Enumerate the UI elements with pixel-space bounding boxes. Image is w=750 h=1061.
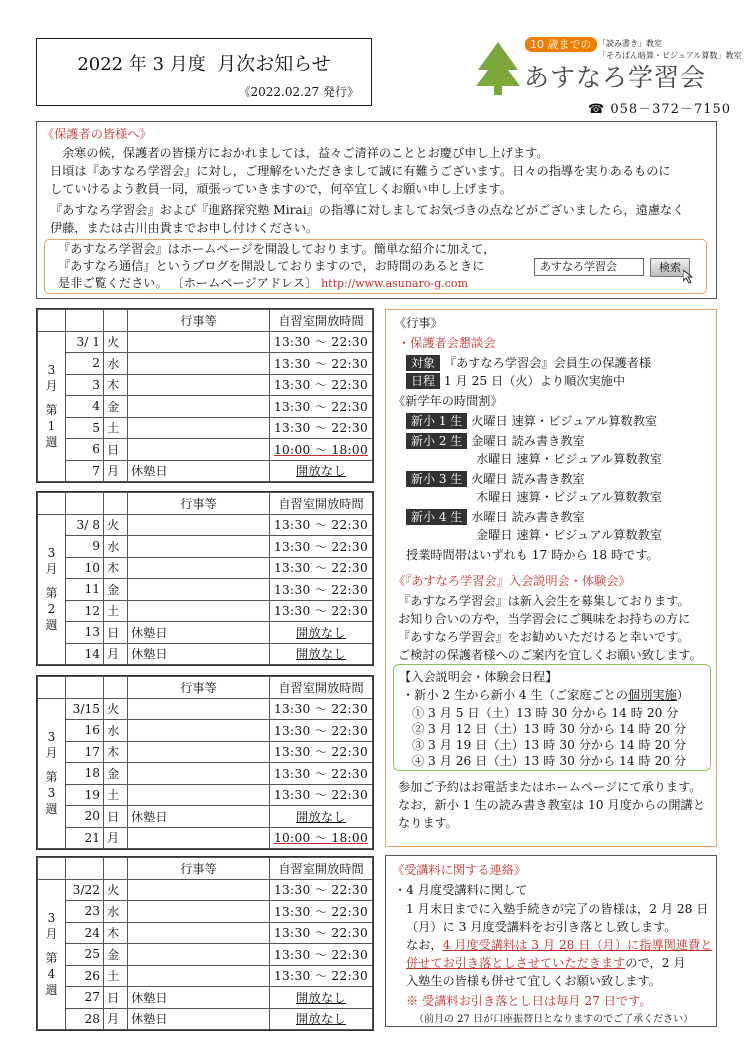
weekday-cell: 日 — [104, 622, 128, 644]
grade1-line — [406, 412, 657, 429]
parents-paragraph-line: 伊藤，または古川由貴までお申し付けください。 — [50, 221, 319, 235]
week-label-char: 月 — [45, 379, 58, 394]
trial-title: 【入会説明会・体験会日程】 — [399, 670, 558, 684]
hours-value: 13:30 ～ 22:30 — [273, 421, 369, 436]
hours-cell — [270, 396, 373, 418]
hours-cell — [270, 374, 373, 396]
hours-value: 10:00 ～ 18:00 — [273, 442, 369, 457]
header-blank — [66, 310, 104, 332]
fee-line — [406, 954, 686, 971]
briefing-line: 『あすなろ学習会』をお勧めいただけると幸いです。 — [398, 630, 690, 644]
hours-value: 13:30 ～ 22:30 — [273, 702, 369, 717]
hours-value: 13:30 ～ 22:30 — [273, 969, 369, 984]
hours-value: 開放なし — [296, 625, 346, 640]
week-label-char: 3 — [47, 730, 56, 745]
weekday-cell: 水 — [104, 353, 128, 375]
parents-paragraph-line: 『あすなろ学習会』および『進路探究塾 Mirai』の指導に対しましてお気づきの点などがございましたら，遠慮なく — [50, 203, 685, 217]
briefing-line: お知り合いの方や，当学習会にご興味をお持ちの方に — [398, 612, 691, 626]
week-label — [38, 514, 66, 665]
week-label-char: 1 — [47, 419, 56, 434]
date-cell: 23 — [66, 901, 104, 923]
hours-cell — [270, 806, 373, 828]
event-cell — [128, 720, 270, 742]
hours-value: 10:00 ～ 18:00 — [273, 831, 369, 846]
header-blank — [104, 493, 128, 515]
event-cell — [128, 698, 270, 720]
week-table-2 — [36, 491, 374, 666]
grade3-line — [406, 470, 585, 487]
table-row — [38, 536, 373, 558]
date-cell: 11 — [66, 579, 104, 601]
weekday-cell: 月 — [104, 827, 128, 849]
homepage-text-line: 『あすなろ通信』というブログを開設しておりますので，お時間のあるときに — [58, 259, 485, 273]
hours-cell — [270, 965, 373, 987]
cursor-icon — [683, 270, 695, 284]
week-label-char: 週 — [45, 802, 58, 817]
event-cell: 休塾日 — [128, 1008, 270, 1030]
header-blank — [66, 677, 104, 699]
weekday-cell: 木 — [104, 557, 128, 579]
event-cell: 休塾日 — [128, 806, 270, 828]
hours-cell — [270, 987, 373, 1009]
date-cell: 18 — [66, 763, 104, 785]
hours-cell — [270, 879, 373, 901]
hours-cell — [270, 922, 373, 944]
parents-greeting: 余寒の候，保護者の皆様方におかれましては，益々ご清祥のこととお慶び申し上げます。 — [62, 146, 549, 160]
table-row — [38, 944, 373, 966]
weekday-cell: 金 — [104, 396, 128, 418]
event-cell — [128, 741, 270, 763]
table-row — [38, 922, 373, 944]
header-events: 行事等 — [128, 310, 270, 332]
week-table-3 — [36, 675, 374, 850]
hours-cell — [270, 784, 373, 806]
week-label-char: 第 — [45, 586, 58, 601]
hours-value: 13:30 ～ 22:30 — [273, 561, 369, 576]
grade4-class-2: 金曜日 速算・ビジュアル算数教室 — [476, 528, 662, 542]
week-label — [38, 879, 66, 1030]
hours-value: 13:30 ～ 22:30 — [273, 539, 369, 554]
weekday-cell: 木 — [104, 922, 128, 944]
table-row — [38, 353, 373, 375]
trial-target-emphasis: 個別実施 — [628, 688, 677, 702]
header-blank — [104, 858, 128, 880]
grade4-line — [406, 508, 585, 525]
week-label-char: 第 — [45, 403, 58, 418]
tree-logo-icon — [474, 40, 522, 96]
event-cell — [128, 901, 270, 923]
event-cell — [128, 514, 270, 536]
hours-cell — [270, 643, 373, 665]
grade2-class: 金曜日 読み書き教室 — [471, 434, 585, 448]
week-label — [38, 331, 66, 482]
logo-subtitle-abacus: 「そろばん暗算・ビジュアル算数」教室 — [598, 51, 742, 60]
grade4-tag: 新小 4 生 — [406, 509, 467, 525]
hours-cell — [270, 720, 373, 742]
weekday-cell: 木 — [104, 741, 128, 763]
parent-meeting-title: ・保護者会懇談会 — [398, 336, 496, 350]
date-cell: 5 — [66, 417, 104, 439]
event-cell — [128, 353, 270, 375]
event-cell — [128, 374, 270, 396]
event-cell — [128, 396, 270, 418]
date-cell: 6 — [66, 439, 104, 461]
table-row — [38, 965, 373, 987]
trial-date-4: ④ 3 月 26 日（土）13 時 30 分から 14 時 20 分 — [412, 754, 687, 768]
weekday-cell: 日 — [104, 987, 128, 1009]
date-cell: 17 — [66, 741, 104, 763]
fee-item: ・4 月度受講料に関して — [394, 883, 528, 897]
weekday-cell: 水 — [104, 901, 128, 923]
weekday-cell: 月 — [104, 643, 128, 665]
week-label-char: 週 — [45, 618, 58, 633]
reservation-line: なお，新小 1 生の読み書き教室は 10 月度からの開講と — [398, 798, 705, 812]
weekday-cell: 水 — [104, 720, 128, 742]
date-cell: 3/ 1 — [66, 331, 104, 353]
header-blank — [38, 310, 66, 332]
weekday-cell: 水 — [104, 536, 128, 558]
header-blank — [104, 310, 128, 332]
header-events: 行事等 — [128, 493, 270, 515]
table-row — [38, 784, 373, 806]
event-cell — [128, 600, 270, 622]
event-cell: 休塾日 — [128, 987, 270, 1009]
parents-paragraph-line: していけるよう教員一同，頑張っていきますので，何卒宜しくお願い申し上げます。 — [50, 182, 512, 196]
header-blank — [66, 493, 104, 515]
hours-value: 開放なし — [296, 464, 346, 479]
weekday-cell: 木 — [104, 374, 128, 396]
table-row — [38, 622, 373, 644]
weekday-cell: 土 — [104, 965, 128, 987]
event-cell — [128, 557, 270, 579]
date-cell: 3/22 — [66, 879, 104, 901]
week-label-char: 週 — [45, 435, 58, 450]
hours-cell — [270, 331, 373, 353]
event-cell — [128, 439, 270, 461]
event-cell — [128, 417, 270, 439]
header-events: 行事等 — [128, 677, 270, 699]
fee-line: 入塾生の皆様も併せて宜しくお願い致します。 — [406, 974, 661, 988]
issue-date: 《2022.02.27 発行》 — [238, 85, 359, 99]
grade1-tag: 新小 1 生 — [406, 413, 467, 429]
trial-target — [402, 686, 689, 703]
week-label-char: 月 — [45, 927, 58, 942]
fee-line: （月）に 3 月度受講料をお引き落とし致します。 — [406, 920, 677, 934]
hours-value: 13:30 ～ 22:30 — [273, 335, 369, 350]
reservation-line: なります。 — [398, 816, 458, 830]
date-cell: 20 — [66, 806, 104, 828]
title-month: 2022 年 3 月度 — [77, 54, 206, 75]
table-row — [38, 901, 373, 923]
weekday-cell: 火 — [104, 698, 128, 720]
event-cell — [128, 763, 270, 785]
table-row — [38, 514, 373, 536]
date-cell: 26 — [66, 965, 104, 987]
hours-cell — [270, 901, 373, 923]
event-cell — [128, 331, 270, 353]
hours-cell — [270, 460, 373, 482]
grade4-class: 水曜日 読み書き教室 — [471, 510, 585, 524]
table-row — [38, 643, 373, 665]
table-row — [38, 720, 373, 742]
fee-line-emphasis: 4 月度受講料は 3 月 28 日（月）に指導関連費と — [442, 938, 713, 952]
hours-value: 13:30 ～ 22:30 — [273, 883, 369, 898]
hours-value: 13:30 ～ 22:30 — [273, 723, 369, 738]
weekday-cell: 火 — [104, 331, 128, 353]
date-cell: 3 — [66, 374, 104, 396]
trial-target-text: ・新小 2 生から新小 4 生（ご家庭ごとの — [402, 688, 629, 702]
target-text: 『あすなろ学習会』会員生の保護者様 — [443, 356, 652, 370]
hours-value: 開放なし — [296, 809, 346, 824]
weekday-cell: 金 — [104, 944, 128, 966]
header-blank — [104, 677, 128, 699]
fee-heading: 《受講料に関する連絡》 — [392, 863, 527, 877]
hours-value: 13:30 ～ 22:30 — [273, 604, 369, 619]
hours-value: 13:30 ～ 22:30 — [273, 904, 369, 919]
date-cell: 3/15 — [66, 698, 104, 720]
logo-name: あすなろ学習会 — [524, 63, 707, 92]
date-line — [406, 372, 625, 389]
hours-value: 13:30 ～ 22:30 — [273, 766, 369, 781]
fee-line-prefix: なお， — [406, 938, 443, 952]
page-title — [37, 49, 371, 76]
parents-paragraph-line: 日頃は『あすなろ学習会』に対し，ご理解をいただきまして誠に有難うございます。日々の指導を実りあるものに — [50, 164, 671, 178]
fee-debit-note: ※ 受講料お引き落とし日は毎月 27 日です。 — [406, 994, 652, 1008]
logo-subtitle-reading: 「読み書き」教室 — [598, 39, 662, 48]
briefing-heading: 《『あすなろ学習会』入会説明会・体験会》 — [393, 574, 631, 588]
date-cell: 3/ 8 — [66, 514, 104, 536]
hours-cell — [270, 353, 373, 375]
week-table-4 — [36, 856, 374, 1031]
fee-line: 1 月末日までに入塾手続きが完了の皆様は，2 月 28 日 — [406, 902, 709, 916]
week-label-char: 月 — [45, 562, 58, 577]
event-cell — [128, 536, 270, 558]
hours-note: 授業時間帯はいずれも 17 時から 18 時です。 — [406, 548, 659, 562]
event-cell — [128, 784, 270, 806]
hours-value: 13:30 ～ 22:30 — [273, 788, 369, 803]
hours-value: 13:30 ～ 22:30 — [273, 399, 369, 414]
table-row — [38, 698, 373, 720]
table-row — [38, 374, 373, 396]
title-box — [36, 38, 372, 106]
week-label-char: 月 — [45, 746, 58, 761]
briefing-line: 『あすなろ学習会』は新入会生を募集しております。 — [398, 594, 690, 608]
date-cell: 9 — [66, 536, 104, 558]
event-cell: 休塾日 — [128, 622, 270, 644]
date-cell: 7 — [66, 460, 104, 482]
homepage-text-line — [58, 275, 468, 292]
hours-value: 13:30 ～ 22:30 — [273, 947, 369, 962]
hours-cell — [270, 763, 373, 785]
target-line — [406, 354, 651, 371]
week-label-char: 週 — [45, 983, 58, 998]
trial-date-3: ③ 3 月 19 日（土）13 時 30 分から 14 時 20 分 — [412, 738, 687, 752]
weekday-cell: 火 — [104, 879, 128, 901]
logo-badge: 10 歳までの — [525, 37, 597, 52]
schedule-heading: 《新学年の時間割》 — [393, 394, 503, 408]
event-cell: 休塾日 — [128, 643, 270, 665]
trial-date-1: ① 3 月 5 日（土）13 時 30 分から 14 時 20 分 — [412, 706, 679, 720]
trial-target-close: ） — [676, 688, 689, 702]
header-blank — [38, 493, 66, 515]
table-row — [38, 331, 373, 353]
date-cell: 25 — [66, 944, 104, 966]
homepage-address-label: 是非ご覧ください。 〔ホームページアドレス〕 — [58, 276, 318, 290]
fee-debit-subnote: （前月の 27 日が口座振替日となりますのでご了承ください） — [414, 1014, 694, 1025]
date-text: 1 月 25 日（火）より順次実施中 — [443, 374, 626, 388]
table-row — [38, 741, 373, 763]
weekday-cell: 土 — [104, 784, 128, 806]
date-cell: 4 — [66, 396, 104, 418]
weekday-cell: 土 — [104, 417, 128, 439]
homepage-text-line: 『あすなろ学習会』はホームページを開設しております。簡単な紹介に加えて， — [58, 242, 496, 256]
table-row — [38, 460, 373, 482]
grade1-class: 火曜日 速算・ビジュアル算数教室 — [471, 414, 658, 428]
date-cell: 27 — [66, 987, 104, 1009]
table-row — [38, 806, 373, 828]
table-row — [38, 396, 373, 418]
hours-cell — [270, 622, 373, 644]
grade3-tag: 新小 3 生 — [406, 471, 467, 487]
weekday-cell: 火 — [104, 514, 128, 536]
table-row — [38, 557, 373, 579]
hours-cell — [270, 557, 373, 579]
briefing-line: ご検討の保護者様へのご案内を宜しくお願い致します。 — [398, 648, 702, 662]
hours-cell — [270, 514, 373, 536]
hours-cell — [270, 827, 373, 849]
week-label-char: 第 — [45, 951, 58, 966]
weekday-cell: 金 — [104, 579, 128, 601]
hours-cell — [270, 698, 373, 720]
events-heading: 《行事》 — [394, 316, 443, 330]
grade3-class: 火曜日 読み書き教室 — [471, 472, 585, 486]
header-hours: 自習室開放時間 — [270, 858, 373, 880]
weekday-cell: 金 — [104, 763, 128, 785]
header-events: 行事等 — [128, 858, 270, 880]
event-cell — [128, 922, 270, 944]
week-label-char: 2 — [47, 602, 56, 617]
table-row — [38, 600, 373, 622]
table-row — [38, 879, 373, 901]
event-cell — [128, 944, 270, 966]
header-hours: 自習室開放時間 — [270, 310, 373, 332]
week-label — [38, 698, 66, 849]
homepage-url-link[interactable]: http://www.asunaro-g.com — [321, 277, 468, 290]
hours-cell — [270, 536, 373, 558]
date-cell: 24 — [66, 922, 104, 944]
table-row — [38, 439, 373, 461]
date-cell: 28 — [66, 1008, 104, 1030]
table-row — [38, 827, 373, 849]
week-table-1 — [36, 308, 374, 483]
search-input[interactable]: あすなろ学習会 — [534, 258, 644, 276]
table-row — [38, 987, 373, 1009]
weekday-cell: 日 — [104, 439, 128, 461]
search-button[interactable]: 検索 — [650, 258, 690, 277]
date-cell: 13 — [66, 622, 104, 644]
fee-line-suffix: ので，2 月 — [625, 956, 686, 970]
hours-value: 13:30 ～ 22:30 — [273, 356, 369, 371]
hours-value: 13:30 ～ 22:30 — [273, 518, 369, 533]
header-blank — [38, 677, 66, 699]
date-cell: 10 — [66, 557, 104, 579]
hours-value: 13:30 ～ 22:30 — [273, 926, 369, 941]
weekday-cell: 土 — [104, 600, 128, 622]
table-row — [38, 1008, 373, 1030]
hours-cell — [270, 579, 373, 601]
date-cell: 21 — [66, 827, 104, 849]
hours-cell — [270, 741, 373, 763]
date-cell: 2 — [66, 353, 104, 375]
week-label-char: 3 — [47, 786, 56, 801]
date-cell: 14 — [66, 643, 104, 665]
hours-value: 開放なし — [296, 647, 346, 662]
hours-value: 13:30 ～ 22:30 — [273, 378, 369, 393]
week-label-char: 4 — [47, 967, 56, 982]
date-cell: 12 — [66, 600, 104, 622]
header-hours: 自習室開放時間 — [270, 677, 373, 699]
grade2-class-2: 水曜日 速算・ビジュアル算数教室 — [476, 452, 662, 466]
date-cell: 16 — [66, 720, 104, 742]
target-tag: 対象 — [406, 355, 440, 371]
week-label-char: 3 — [47, 911, 56, 926]
hours-cell — [270, 1008, 373, 1030]
date-cell: 19 — [66, 784, 104, 806]
hours-value: 13:30 ～ 22:30 — [273, 582, 369, 597]
event-cell — [128, 827, 270, 849]
grade2-tag: 新小 2 生 — [406, 433, 467, 449]
hours-cell — [270, 944, 373, 966]
hours-value: 13:30 ～ 22:30 — [273, 745, 369, 760]
table-row — [38, 579, 373, 601]
hours-value: 開放なし — [296, 1012, 346, 1027]
trial-date-2: ② 3 月 12 日（土）13 時 30 分から 14 時 20 分 — [412, 722, 687, 736]
table-row — [38, 417, 373, 439]
weekday-cell: 日 — [104, 806, 128, 828]
week-label-char: 3 — [47, 546, 56, 561]
header-blank — [66, 858, 104, 880]
hours-cell — [270, 439, 373, 461]
phone-number: ☎ 058－372－7150 — [588, 102, 732, 117]
table-row — [38, 763, 373, 785]
header-blank — [38, 858, 66, 880]
fee-line-emphasis: 併せてお引き落としさせていただきます — [406, 956, 626, 970]
event-cell — [128, 965, 270, 987]
date-tag: 日程 — [406, 373, 440, 389]
grade2-line — [406, 432, 585, 449]
week-label-char: 3 — [47, 363, 56, 378]
weekday-cell: 月 — [104, 1008, 128, 1030]
weekday-cell: 月 — [104, 460, 128, 482]
event-cell — [128, 579, 270, 601]
event-cell — [128, 879, 270, 901]
hours-value: 開放なし — [296, 990, 346, 1005]
reservation-line: 参加ご予約はお電話またはホームページにて承ります。 — [398, 780, 702, 794]
header-hours: 自習室開放時間 — [270, 493, 373, 515]
hours-cell — [270, 600, 373, 622]
title-label: 月次お知らせ — [217, 53, 331, 75]
hours-cell — [270, 417, 373, 439]
parents-heading: 《保護者の皆様へ》 — [42, 127, 152, 141]
event-cell: 休塾日 — [128, 460, 270, 482]
fee-line — [406, 936, 712, 953]
grade3-class-2: 木曜日 速算・ビジュアル算数教室 — [476, 490, 662, 504]
week-label-char: 第 — [45, 770, 58, 785]
